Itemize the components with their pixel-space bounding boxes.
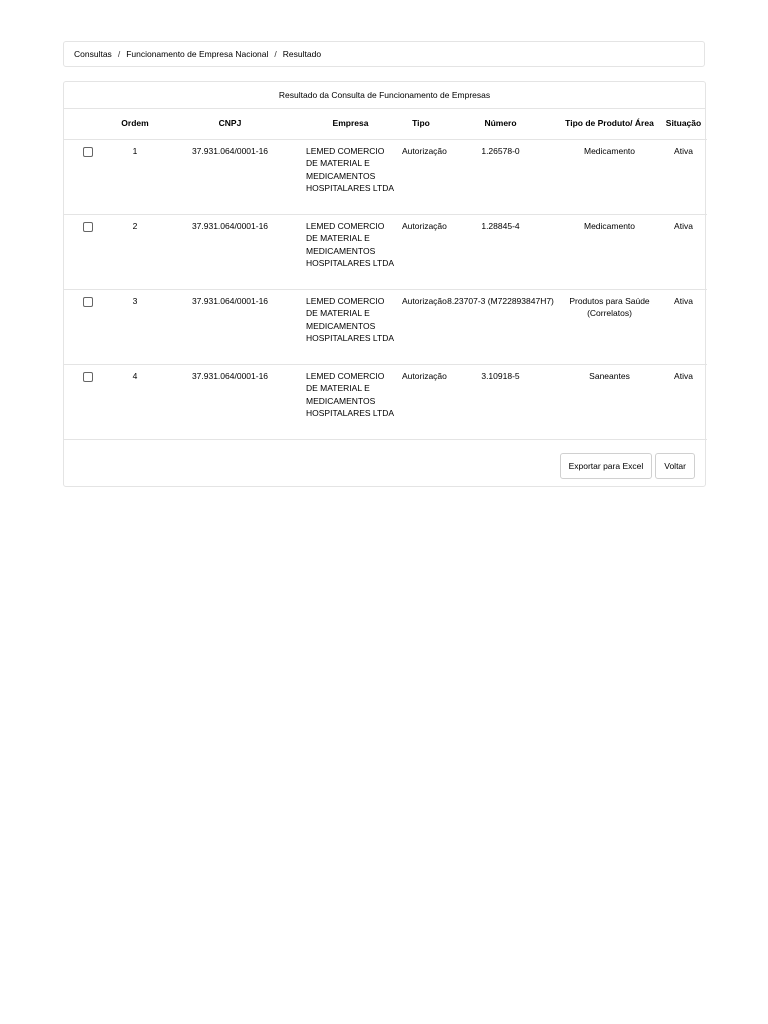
breadcrumb-consultas[interactable]: Consultas — [74, 49, 112, 59]
cell-tipo-produto: Produtos para Saúde (Correlatos) — [559, 289, 660, 364]
cell-ordem: 1 — [111, 139, 159, 214]
table-row — [64, 139, 707, 214]
breadcrumb-current: Resultado — [282, 49, 322, 59]
cell-empresa: LEMED COMERCIO DE MATERIAL E MEDICAMENTOS HOSPITALARES LTDA — [301, 289, 400, 364]
export-excel-button[interactable]: Exportar para Excel — [560, 453, 653, 479]
cell-tipo: Autorização — [400, 364, 442, 439]
cell-situacao: Ativa — [660, 139, 707, 214]
breadcrumb-separator: / — [117, 49, 121, 59]
action-bar — [560, 453, 695, 479]
cell-numero: 1.28845-4 — [442, 214, 559, 289]
cell-empresa: LEMED COMERCIO DE MATERIAL E MEDICAMENTOS HOSPITALARES LTDA — [301, 214, 400, 289]
cell-situacao: Ativa — [660, 289, 707, 364]
header-situacao: Situação — [660, 109, 707, 139]
table-row — [64, 214, 707, 289]
header-ordem: Ordem — [111, 109, 159, 139]
cell-numero: 1.26578-0 — [442, 139, 559, 214]
cell-cnpj: 37.931.064/0001-16 — [159, 139, 301, 214]
row-checkbox[interactable] — [83, 222, 93, 232]
cell-empresa: LEMED COMERCIO DE MATERIAL E MEDICAMENTOS HOSPITALARES LTDA — [301, 139, 400, 214]
header-empresa: Empresa — [301, 109, 400, 139]
cell-cnpj: 37.931.064/0001-16 — [159, 364, 301, 439]
table-header-row — [64, 109, 707, 139]
cell-numero: 3.10918-5 — [442, 364, 559, 439]
results-panel — [63, 81, 706, 487]
cell-tipo-produto: Medicamento — [559, 214, 660, 289]
row-checkbox[interactable] — [83, 297, 93, 307]
table-row — [64, 364, 707, 439]
back-button[interactable]: Voltar — [655, 453, 695, 479]
header-cnpj: CNPJ — [159, 109, 301, 139]
row-checkbox[interactable] — [83, 372, 93, 382]
cell-tipo: Autorização — [400, 214, 442, 289]
cell-empresa: LEMED COMERCIO DE MATERIAL E MEDICAMENTOS HOSPITALARES LTDA — [301, 364, 400, 439]
table-row — [64, 289, 707, 364]
cell-cnpj: 37.931.064/0001-16 — [159, 214, 301, 289]
header-tipo-produto: Tipo de Produto/ Área — [559, 109, 660, 139]
results-table — [64, 109, 707, 440]
breadcrumb-funcionamento[interactable]: Funcionamento de Empresa Nacional — [126, 49, 269, 59]
cell-situacao: Ativa — [660, 214, 707, 289]
cell-cnpj: 37.931.064/0001-16 — [159, 289, 301, 364]
cell-tipo: Autorização — [400, 289, 442, 364]
cell-tipo: Autorização — [400, 139, 442, 214]
cell-situacao: Ativa — [660, 364, 707, 439]
header-numero: Número — [442, 109, 559, 139]
header-tipo: Tipo — [400, 109, 442, 139]
cell-ordem: 2 — [111, 214, 159, 289]
cell-tipo-produto: Saneantes — [559, 364, 660, 439]
header-select — [64, 109, 111, 139]
cell-numero: 8.23707-3 (M722893847H7) — [442, 289, 559, 364]
cell-tipo-produto: Medicamento — [559, 139, 660, 214]
breadcrumb — [63, 41, 705, 67]
breadcrumb-separator: / — [274, 49, 277, 59]
cell-ordem: 3 — [111, 289, 159, 364]
row-checkbox[interactable] — [83, 147, 93, 157]
cell-ordem: 4 — [111, 364, 159, 439]
panel-title: Resultado da Consulta de Funcionamento de Empresas — [64, 82, 705, 109]
